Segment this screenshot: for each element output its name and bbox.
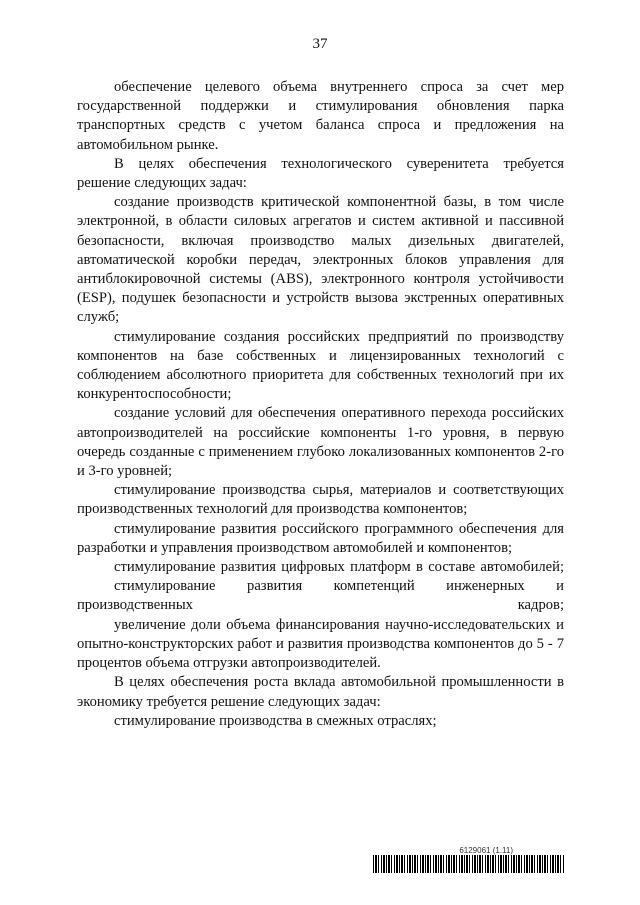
document-code: 6129061 (1.11) [459,846,513,855]
paragraph-russian-enterprises: стимулирование создания российских предприятий по производству компонентов на базе собственных и лицензированных технологий с соблюдением абсолютного приоритета для собственных технологий при их конкурентоспособности; [77,328,564,403]
paragraph-raw-materials: стимулирование производства сырья, материалов и соответствующих производственных технологий для производства компонентов; [77,482,564,518]
paragraph-engineering-staff: стимулирование развития компетенций инженерных и производственных кадров; [77,578,564,614]
paragraph-critical-components: создание производств критической компонентной базы, в том числе электронной, в области силовых агрегатов и систем активной и пассивной безопасности, включая производство малых дизельных двигателей, автоматической коробки передач, электронных блоков управления для антиблокировочной системы (ABS), электронного контроля устойчивости (ESP), подушек безопасности и устройств вызова экстренных оперативных служб; [77,194,564,326]
paragraph-demand: обеспечение целевого объема внутреннего спроса за счет мер государственной поддержки и стимулирования обновления парка транспортных средств с учетом баланса спроса и предложения на автомобильном рынке. [77,79,564,153]
paragraph-sovereignty-intro: В целях обеспечения технологического суверенитета требуется решение следующих задач: [77,155,564,192]
paragraph-rnd-funding: увеличение доли объема финансирования научно-исследовательских и опытно-конструкторских работ и развития производства компонентов до 5 - 7 процентов объема отгрузки автопроизводителей. [77,616,564,672]
page-number: 37 [312,36,328,52]
paragraph-economy-intro: В целях обеспечения роста вклада автомобильной промышленности в экономику требуется решение следующих задач: [77,674,564,710]
paragraph-digital-platforms: стимулирование развития цифровых платформ в составе автомобилей; [114,559,564,576]
document-barcode [373,846,565,873]
paragraph-related-industries: стимулирование производства в смежных отраслях; [114,712,437,729]
paragraph-transition-conditions: создание условий для обеспечения оперативного перехода российских автопроизводителей на российские компоненты 1-го уровня, в первую очередь созданные с применением глубоко локализованных компонентов 2-го и 3-го уровней; [77,405,564,480]
document-body [77,78,564,731]
barcode-image [373,855,565,873]
paragraph-software: стимулирование развития российского программного обеспечения для разработки и управления производством автомобилей и компонентов; [77,520,564,556]
